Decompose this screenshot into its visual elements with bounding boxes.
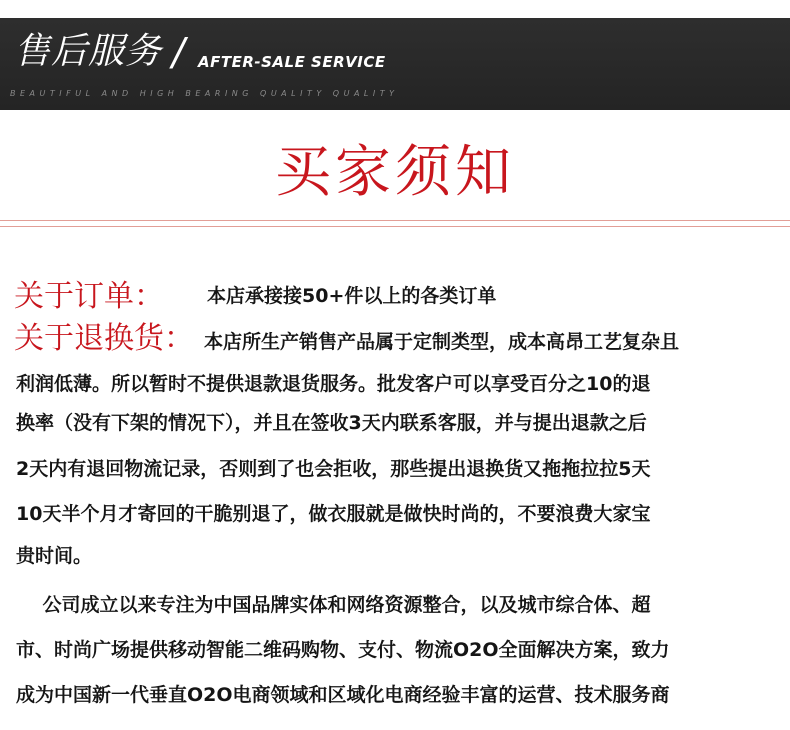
body-line: 2天内有退回物流记录，否则到了也会拒收，那些提出退换货又拖拖拉拉5天 <box>16 458 651 480</box>
body-line: 成为中国新一代垂直O2O电商领域和区域化电商经验丰富的运营、技术服务商 <box>16 684 670 706</box>
body-line: 10天半个月才寄回的干脆别退了，做衣服就是做快时尚的，不要浪费大家宝 <box>16 503 651 525</box>
banner-tagline: BEAUTIFUL AND HIGH BEARING QUALITY QUALITY <box>10 89 399 98</box>
body-line: 换率（没有下架的情况下），并且在签收3天内联系客服，并与提出退款之后 <box>16 412 647 434</box>
order-text: 本店承接接50+件以上的各类订单 <box>207 285 497 307</box>
banner-title: 售后服务 <box>14 31 163 72</box>
banner-subtitle-en: AFTER-SALE SERVICE <box>198 53 386 71</box>
divider-line <box>0 226 790 227</box>
body-line: 市、时尚广场提供移动智能二维码购物、支付、物流O2O全面解决方案，致力 <box>16 639 670 661</box>
return-heading: 关于退换货： <box>14 321 194 356</box>
order-heading: 关于订单： <box>14 279 164 314</box>
body-line: 公司成立以来专注为中国品牌实体和网络资源整合，以及城市综合体、超 <box>16 594 651 616</box>
banner-slash: / <box>172 30 185 74</box>
divider-line <box>0 220 790 221</box>
body-line: 贵时间。 <box>16 545 93 567</box>
body-line: 利润低薄。所以暂时不提供退款退货服务。批发客户可以享受百分之10的退 <box>16 373 651 395</box>
notice-title: 买家须知 <box>275 140 515 205</box>
header-banner <box>0 18 790 110</box>
return-text: 本店所生产销售产品属于定制类型，成本高昂工艺复杂且 <box>204 331 680 353</box>
